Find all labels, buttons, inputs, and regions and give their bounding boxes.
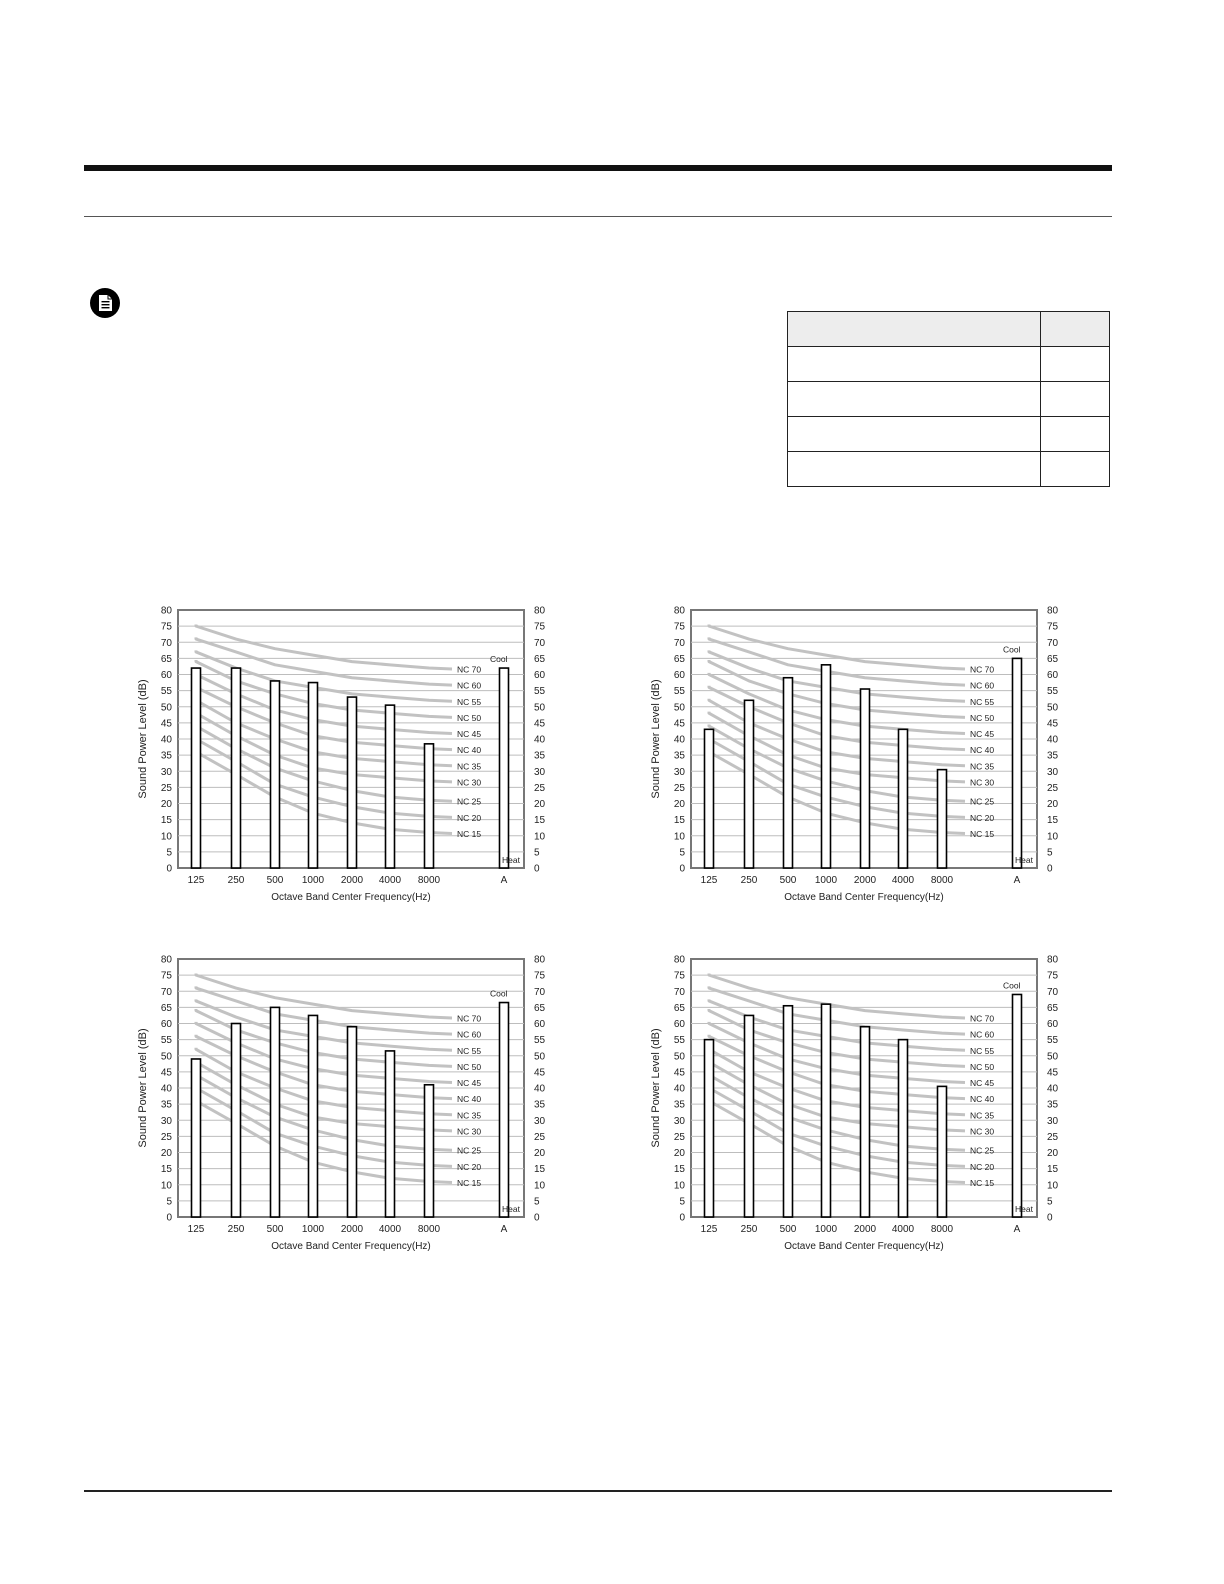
y-tick-label-left: 65 bbox=[160, 653, 172, 665]
y-tick-label-left: 65 bbox=[160, 1002, 172, 1014]
y-tick-label-right: 15 bbox=[1047, 815, 1059, 827]
y-tick-label-left: 0 bbox=[166, 1212, 172, 1224]
y-tick-label-left: 35 bbox=[673, 1099, 685, 1111]
x-axis-title: Octave Band Center Frequency(Hz) bbox=[271, 1241, 431, 1252]
y-tick-label-left: 40 bbox=[160, 734, 172, 746]
y-tick-label-left: 15 bbox=[160, 1164, 172, 1176]
nc-curve-label: NC 60 bbox=[457, 680, 482, 691]
bar bbox=[822, 665, 831, 868]
y-tick-label-left: 45 bbox=[160, 1067, 172, 1079]
y-tick-label-right: 80 bbox=[1047, 605, 1059, 617]
table-header-row bbox=[788, 312, 1110, 347]
y-tick-label-right: 10 bbox=[1047, 831, 1059, 843]
nc-curve-label: NC 25 bbox=[457, 1145, 482, 1156]
cool-label: Cool bbox=[490, 988, 508, 999]
y-tick-label-right: 5 bbox=[1047, 1196, 1053, 1208]
y-tick-label-left: 30 bbox=[160, 766, 172, 778]
y-tick-label-right: 35 bbox=[534, 750, 546, 762]
nc-curve-label: NC 30 bbox=[970, 777, 995, 788]
y-tick-label-left: 0 bbox=[679, 863, 685, 875]
y-tick-label-right: 75 bbox=[1047, 621, 1059, 633]
y-tick-label-left: 25 bbox=[160, 1131, 172, 1143]
y-tick-label-right: 10 bbox=[534, 1180, 546, 1192]
x-tick-label: 125 bbox=[187, 875, 205, 886]
y-tick-label-left: 55 bbox=[673, 1035, 685, 1047]
y-tick-label-right: 45 bbox=[534, 718, 546, 730]
y-tick-label-right: 45 bbox=[534, 1067, 546, 1079]
y-tick-label-right: 5 bbox=[1047, 847, 1053, 859]
y-tick-label-left: 70 bbox=[160, 986, 172, 998]
x-tick-label: 500 bbox=[266, 875, 284, 886]
y-tick-label-right: 15 bbox=[1047, 1164, 1059, 1176]
nc-curve-label: NC 60 bbox=[970, 680, 995, 691]
nc-curve-label: NC 70 bbox=[457, 664, 482, 675]
y-tick-label-right: 30 bbox=[1047, 766, 1059, 778]
nc-curve-label: NC 50 bbox=[457, 712, 482, 723]
y-tick-label-left: 25 bbox=[673, 1131, 685, 1143]
x-tick-label-a: A bbox=[1013, 875, 1021, 886]
y-tick-label-right: 30 bbox=[1047, 1115, 1059, 1127]
x-tick-label: 4000 bbox=[378, 1224, 402, 1235]
bar bbox=[861, 689, 870, 868]
nc-curve-label: NC 15 bbox=[457, 828, 482, 839]
bar bbox=[309, 1015, 318, 1217]
y-tick-label-right: 40 bbox=[534, 1083, 546, 1095]
nc-curve-label: NC 35 bbox=[457, 761, 482, 772]
bar-overall-a bbox=[500, 1003, 509, 1217]
bar bbox=[822, 1004, 831, 1217]
bar bbox=[938, 1086, 947, 1217]
y-tick-label-right: 15 bbox=[534, 815, 546, 827]
bar bbox=[861, 1027, 870, 1217]
y-tick-label-right: 45 bbox=[1047, 1067, 1059, 1079]
y-tick-label-right: 65 bbox=[1047, 653, 1059, 665]
x-axis-title: Octave Band Center Frequency(Hz) bbox=[271, 892, 431, 903]
y-tick-label-left: 5 bbox=[166, 847, 172, 859]
y-tick-label-left: 30 bbox=[673, 766, 685, 778]
y-tick-label-right: 35 bbox=[1047, 750, 1059, 762]
y-tick-label-left: 65 bbox=[673, 653, 685, 665]
nc-curve-label: NC 40 bbox=[970, 745, 995, 756]
y-tick-label-left: 80 bbox=[160, 605, 172, 617]
bar bbox=[899, 729, 908, 868]
bar bbox=[271, 1007, 280, 1217]
heat-label: Heat bbox=[502, 1204, 520, 1214]
bar bbox=[386, 705, 395, 868]
chart-svg bbox=[130, 600, 570, 905]
table-row bbox=[788, 417, 1110, 452]
x-tick-label: 8000 bbox=[417, 1224, 441, 1235]
x-tick-label-a: A bbox=[500, 875, 508, 886]
y-tick-label-right: 0 bbox=[534, 863, 540, 875]
y-tick-label-right: 10 bbox=[534, 831, 546, 843]
sound-chart-2 bbox=[643, 600, 1083, 905]
y-tick-label-left: 75 bbox=[160, 970, 172, 982]
x-tick-label: 8000 bbox=[930, 875, 954, 886]
nc-curve-label: NC 55 bbox=[970, 696, 995, 707]
y-tick-label-right: 0 bbox=[1047, 863, 1053, 875]
nc-curve-label: NC 55 bbox=[970, 1045, 995, 1056]
nc-curve-label: NC 45 bbox=[970, 1078, 995, 1089]
bar bbox=[386, 1051, 395, 1217]
x-tick-label: 125 bbox=[700, 875, 718, 886]
y-tick-label-right: 35 bbox=[1047, 1099, 1059, 1111]
bar bbox=[938, 770, 947, 868]
y-tick-label-left: 45 bbox=[673, 718, 685, 730]
y-tick-label-right: 20 bbox=[534, 1148, 546, 1159]
y-tick-label-right: 75 bbox=[1047, 970, 1059, 982]
x-tick-label: 8000 bbox=[930, 1224, 954, 1235]
x-tick-label: 1000 bbox=[814, 1224, 838, 1235]
y-tick-label-left: 80 bbox=[160, 954, 172, 966]
x-tick-label: 250 bbox=[740, 1224, 758, 1235]
y-tick-label-left: 40 bbox=[160, 1083, 172, 1095]
y-tick-label-right: 20 bbox=[1047, 799, 1059, 810]
nc-curve-label: NC 35 bbox=[970, 1110, 995, 1121]
nc-curve-label: NC 15 bbox=[970, 828, 995, 839]
y-tick-label-left: 10 bbox=[673, 831, 685, 843]
bar-overall-a bbox=[500, 668, 509, 868]
bar bbox=[745, 1015, 754, 1217]
bar bbox=[348, 1027, 357, 1217]
y-tick-label-left: 50 bbox=[673, 1051, 685, 1063]
y-tick-label-right: 30 bbox=[534, 766, 546, 778]
y-tick-label-right: 55 bbox=[1047, 686, 1059, 698]
y-tick-label-left: 50 bbox=[673, 702, 685, 714]
nc-curve-label: NC 70 bbox=[970, 664, 995, 675]
y-tick-label-right: 55 bbox=[1047, 1035, 1059, 1047]
nc-curve-label: NC 20 bbox=[970, 1161, 995, 1172]
y-tick-label-right: 15 bbox=[534, 1164, 546, 1176]
y-tick-label-right: 65 bbox=[534, 653, 546, 665]
y-tick-label-left: 45 bbox=[673, 1067, 685, 1079]
y-tick-label-right: 60 bbox=[1047, 1019, 1059, 1030]
x-tick-label: 500 bbox=[779, 875, 797, 886]
y-tick-label-right: 5 bbox=[534, 1196, 540, 1208]
y-tick-label-left: 35 bbox=[673, 750, 685, 762]
nc-curve-label: NC 45 bbox=[457, 1078, 482, 1089]
y-tick-label-right: 70 bbox=[534, 986, 546, 998]
y-tick-label-left: 25 bbox=[160, 782, 172, 794]
y-tick-label-right: 60 bbox=[534, 1019, 546, 1030]
y-tick-label-right: 80 bbox=[534, 605, 546, 617]
nc-curve-label: NC 50 bbox=[970, 1061, 995, 1072]
bar bbox=[705, 729, 714, 868]
y-tick-label-left: 0 bbox=[166, 863, 172, 875]
x-tick-label: 1000 bbox=[301, 1224, 325, 1235]
x-tick-label-a: A bbox=[1013, 1224, 1021, 1235]
y-axis-title: Sound Power Level (dB) bbox=[650, 1028, 662, 1148]
x-tick-label: 250 bbox=[227, 1224, 245, 1235]
y-tick-label-left: 45 bbox=[160, 718, 172, 730]
y-tick-label-left: 20 bbox=[673, 799, 685, 810]
x-tick-label: 250 bbox=[227, 875, 245, 886]
x-tick-label: 4000 bbox=[378, 875, 402, 886]
y-tick-label-right: 5 bbox=[534, 847, 540, 859]
cool-label: Cool bbox=[490, 654, 508, 665]
bar bbox=[899, 1040, 908, 1217]
y-tick-label-right: 75 bbox=[534, 621, 546, 633]
y-tick-label-left: 20 bbox=[160, 1148, 172, 1159]
bar-overall-a bbox=[1013, 994, 1022, 1217]
x-tick-label: 125 bbox=[700, 1224, 718, 1235]
y-tick-label-left: 40 bbox=[673, 1083, 685, 1095]
sound-chart-4 bbox=[643, 949, 1083, 1254]
y-tick-label-right: 50 bbox=[534, 1051, 546, 1063]
y-tick-label-right: 0 bbox=[534, 1212, 540, 1224]
bar bbox=[232, 668, 241, 868]
y-tick-label-left: 25 bbox=[673, 782, 685, 794]
y-tick-label-right: 40 bbox=[1047, 734, 1059, 746]
y-tick-label-right: 10 bbox=[1047, 1180, 1059, 1192]
table-row bbox=[788, 382, 1110, 417]
y-tick-label-right: 80 bbox=[534, 954, 546, 966]
x-tick-label: 1000 bbox=[301, 875, 325, 886]
bar bbox=[745, 700, 754, 868]
y-tick-label-right: 70 bbox=[1047, 986, 1059, 998]
table-row bbox=[788, 452, 1110, 487]
bar bbox=[192, 1059, 201, 1217]
y-tick-label-right: 40 bbox=[1047, 1083, 1059, 1095]
bar bbox=[425, 744, 434, 868]
nc-curve-label: NC 20 bbox=[457, 1161, 482, 1172]
x-tick-label: 4000 bbox=[891, 875, 915, 886]
y-tick-label-left: 20 bbox=[160, 799, 172, 810]
x-tick-label: 2000 bbox=[340, 875, 364, 886]
y-tick-label-left: 80 bbox=[673, 605, 685, 617]
y-tick-label-right: 35 bbox=[534, 1099, 546, 1111]
y-tick-label-right: 25 bbox=[1047, 1131, 1059, 1143]
heat-label: Heat bbox=[502, 855, 520, 865]
y-tick-label-left: 15 bbox=[673, 815, 685, 827]
y-tick-label-left: 30 bbox=[673, 1115, 685, 1127]
y-tick-label-left: 75 bbox=[673, 970, 685, 982]
y-tick-label-right: 20 bbox=[1047, 1148, 1059, 1159]
y-tick-label-left: 30 bbox=[160, 1115, 172, 1127]
heat-label: Heat bbox=[1015, 1204, 1033, 1214]
y-tick-label-left: 0 bbox=[679, 1212, 685, 1224]
nc-curve-label: NC 60 bbox=[970, 1029, 995, 1040]
nc-curve-label: NC 20 bbox=[970, 812, 995, 823]
x-tick-label: 1000 bbox=[814, 875, 838, 886]
note-document-icon bbox=[89, 287, 121, 319]
y-tick-label-left: 70 bbox=[673, 986, 685, 998]
heat-label: Heat bbox=[1015, 855, 1033, 865]
y-tick-label-left: 55 bbox=[673, 686, 685, 698]
x-tick-label: 2000 bbox=[340, 1224, 364, 1235]
y-tick-label-left: 15 bbox=[160, 815, 172, 827]
y-tick-label-right: 65 bbox=[1047, 1002, 1059, 1014]
y-tick-label-right: 25 bbox=[534, 1131, 546, 1143]
y-tick-label-left: 15 bbox=[673, 1164, 685, 1176]
bar bbox=[784, 678, 793, 868]
y-tick-label-left: 55 bbox=[160, 1035, 172, 1047]
y-tick-label-right: 80 bbox=[1047, 954, 1059, 966]
y-tick-label-left: 80 bbox=[673, 954, 685, 966]
nc-curve-label: NC 15 bbox=[970, 1177, 995, 1188]
x-tick-label-a: A bbox=[500, 1224, 508, 1235]
y-tick-label-left: 5 bbox=[679, 847, 685, 859]
y-tick-label-left: 60 bbox=[673, 670, 685, 681]
y-axis-title: Sound Power Level (dB) bbox=[137, 1028, 149, 1148]
y-tick-label-left: 5 bbox=[679, 1196, 685, 1208]
x-axis-title: Octave Band Center Frequency(Hz) bbox=[784, 1241, 944, 1252]
y-tick-label-right: 50 bbox=[534, 702, 546, 714]
nc-curve-label: NC 30 bbox=[970, 1126, 995, 1137]
y-tick-label-right: 0 bbox=[1047, 1212, 1053, 1224]
y-tick-label-left: 75 bbox=[673, 621, 685, 633]
y-tick-label-right: 55 bbox=[534, 1035, 546, 1047]
nc-curve-label: NC 50 bbox=[457, 1061, 482, 1072]
y-tick-label-left: 60 bbox=[673, 1019, 685, 1030]
y-tick-label-left: 65 bbox=[673, 1002, 685, 1014]
y-tick-label-left: 55 bbox=[160, 686, 172, 698]
y-tick-label-left: 5 bbox=[166, 1196, 172, 1208]
x-tick-label: 125 bbox=[187, 1224, 205, 1235]
nc-curve-label: NC 25 bbox=[457, 796, 482, 807]
table-row bbox=[788, 347, 1110, 382]
y-tick-label-left: 20 bbox=[673, 1148, 685, 1159]
y-axis-title: Sound Power Level (dB) bbox=[137, 679, 149, 799]
chart-svg bbox=[130, 949, 570, 1254]
nc-curve-label: NC 55 bbox=[457, 1045, 482, 1056]
nc-curve-label: NC 40 bbox=[457, 1094, 482, 1105]
nc-curve-label: NC 55 bbox=[457, 696, 482, 707]
nc-curve-label: NC 70 bbox=[457, 1013, 482, 1024]
cool-label: Cool bbox=[1003, 980, 1021, 991]
nc-curve-label: NC 40 bbox=[970, 1094, 995, 1105]
y-tick-label-right: 60 bbox=[534, 670, 546, 681]
y-tick-label-left: 50 bbox=[160, 1051, 172, 1063]
bar bbox=[425, 1085, 434, 1217]
y-tick-label-left: 10 bbox=[160, 831, 172, 843]
nc-curve-label: NC 35 bbox=[457, 1110, 482, 1121]
y-tick-label-right: 50 bbox=[1047, 1051, 1059, 1063]
x-tick-label: 250 bbox=[740, 875, 758, 886]
nc-curve-label: NC 70 bbox=[970, 1013, 995, 1024]
sound-chart-3 bbox=[130, 949, 570, 1254]
x-tick-label: 500 bbox=[779, 1224, 797, 1235]
nc-curve-label: NC 60 bbox=[457, 1029, 482, 1040]
bar bbox=[232, 1024, 241, 1218]
y-tick-label-left: 70 bbox=[160, 637, 172, 649]
nc-curve-label: NC 50 bbox=[970, 712, 995, 723]
nc-curve-label: NC 15 bbox=[457, 1177, 482, 1188]
chart-svg bbox=[643, 600, 1083, 905]
y-tick-label-right: 70 bbox=[534, 637, 546, 649]
bar bbox=[192, 668, 201, 868]
bar bbox=[705, 1040, 714, 1217]
bar bbox=[348, 697, 357, 868]
sound-chart-1 bbox=[130, 600, 570, 905]
x-tick-label: 8000 bbox=[417, 875, 441, 886]
nc-curve-label: NC 25 bbox=[970, 796, 995, 807]
nc-curve-label: NC 30 bbox=[457, 777, 482, 788]
chart-svg bbox=[643, 949, 1083, 1254]
nc-curve-label: NC 30 bbox=[457, 1126, 482, 1137]
nc-curve-label: NC 45 bbox=[457, 729, 482, 740]
y-tick-label-right: 60 bbox=[1047, 670, 1059, 681]
y-tick-label-right: 20 bbox=[534, 799, 546, 810]
bar bbox=[784, 1006, 793, 1217]
y-tick-label-left: 70 bbox=[673, 637, 685, 649]
y-tick-label-right: 75 bbox=[534, 970, 546, 982]
y-tick-label-left: 60 bbox=[160, 1019, 172, 1030]
bar bbox=[309, 683, 318, 868]
y-tick-label-right: 65 bbox=[534, 1002, 546, 1014]
spec-table bbox=[787, 311, 1110, 487]
header-rule-thick bbox=[84, 165, 1112, 171]
nc-curve-label: NC 45 bbox=[970, 729, 995, 740]
y-tick-label-right: 30 bbox=[534, 1115, 546, 1127]
y-tick-label-right: 25 bbox=[1047, 782, 1059, 794]
y-tick-label-right: 55 bbox=[534, 686, 546, 698]
x-tick-label: 2000 bbox=[853, 1224, 877, 1235]
nc-curve-label: NC 35 bbox=[970, 761, 995, 772]
x-axis-title: Octave Band Center Frequency(Hz) bbox=[784, 892, 944, 903]
header-rule-thin bbox=[84, 216, 1112, 217]
x-tick-label: 2000 bbox=[853, 875, 877, 886]
y-tick-label-right: 25 bbox=[534, 782, 546, 794]
bar-overall-a bbox=[1013, 658, 1022, 868]
nc-curve-label: NC 20 bbox=[457, 812, 482, 823]
y-tick-label-right: 40 bbox=[534, 734, 546, 746]
y-tick-label-right: 45 bbox=[1047, 718, 1059, 730]
x-tick-label: 4000 bbox=[891, 1224, 915, 1235]
y-axis-title: Sound Power Level (dB) bbox=[650, 679, 662, 799]
y-tick-label-left: 40 bbox=[673, 734, 685, 746]
bar bbox=[271, 681, 280, 868]
y-tick-label-left: 75 bbox=[160, 621, 172, 633]
nc-curve-label: NC 25 bbox=[970, 1145, 995, 1156]
y-tick-label-left: 60 bbox=[160, 670, 172, 681]
y-tick-label-right: 50 bbox=[1047, 702, 1059, 714]
y-tick-label-left: 35 bbox=[160, 1099, 172, 1111]
y-tick-label-left: 10 bbox=[160, 1180, 172, 1192]
footer-rule bbox=[84, 1490, 1112, 1492]
nc-curve-label: NC 40 bbox=[457, 745, 482, 756]
y-tick-label-left: 35 bbox=[160, 750, 172, 762]
y-tick-label-right: 70 bbox=[1047, 637, 1059, 649]
cool-label: Cool bbox=[1003, 644, 1021, 655]
y-tick-label-left: 10 bbox=[673, 1180, 685, 1192]
y-tick-label-left: 50 bbox=[160, 702, 172, 714]
x-tick-label: 500 bbox=[266, 1224, 284, 1235]
